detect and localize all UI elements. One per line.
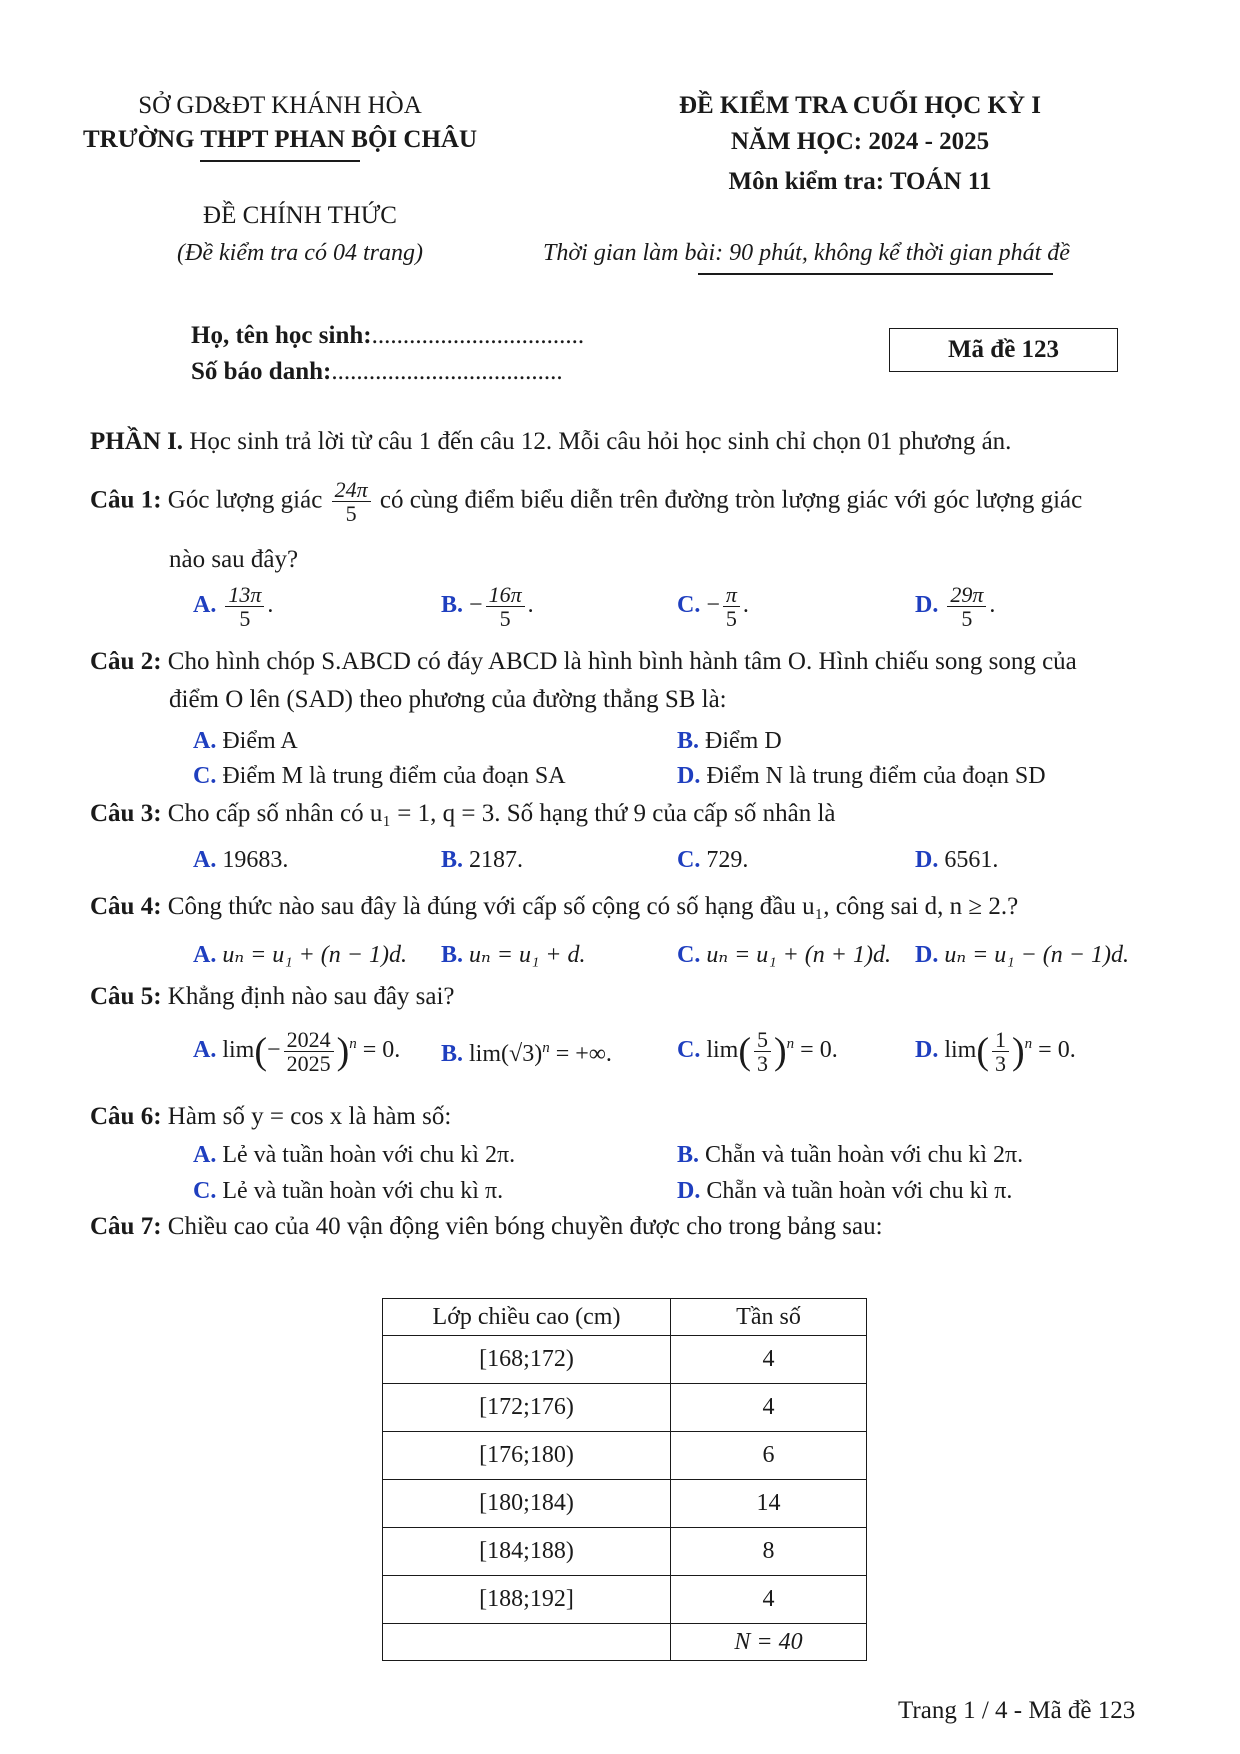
q6-text: Hàm số y = cos x là hàm số: xyxy=(161,1103,452,1130)
q5-a-sign: − xyxy=(267,1037,281,1064)
q5-b-lparen: ( xyxy=(501,1041,510,1067)
q4-a-letter: A. xyxy=(193,942,217,968)
table-cell-frequency: 8 xyxy=(671,1528,867,1576)
q1-d-tail: . xyxy=(989,592,996,619)
q5-a-rparen: ) xyxy=(336,1030,350,1073)
table-cell-class: [176;180) xyxy=(383,1432,671,1480)
q3-option-b[interactable] xyxy=(441,847,523,874)
q1-a-fraction xyxy=(225,583,264,630)
q5-option-c[interactable] xyxy=(677,1028,838,1075)
q3-b-text: 2187. xyxy=(463,847,524,873)
q4-label: Câu 4: xyxy=(90,893,162,920)
q2-stem-line2: điểm O lên (SAD) theo phương của đường thẳng SB là: xyxy=(169,686,727,713)
q5-c-num: 5 xyxy=(754,1028,771,1052)
q6-stem xyxy=(90,1103,451,1131)
q2-label: Câu 2: xyxy=(90,648,162,675)
q6-a-letter: A. xyxy=(193,1142,217,1168)
page-footer: Trang 1 / 4 - Mã đề 123 xyxy=(898,1697,1136,1724)
q6-c-letter: C. xyxy=(193,1178,217,1204)
q7-label: Câu 7: xyxy=(90,1213,162,1240)
table-row xyxy=(383,1480,867,1528)
table-cell-class: [184;188) xyxy=(383,1528,671,1576)
q1-c-num: π xyxy=(723,583,740,607)
table-row xyxy=(383,1384,867,1432)
part1-instruction xyxy=(90,428,1011,456)
q4-option-b[interactable] xyxy=(441,940,585,969)
q5-d-lim: lim xyxy=(944,1037,977,1064)
q1-post: có cùng điểm biểu diễn trên đường tròn lượng giác với góc lượng giác xyxy=(379,486,1083,514)
q2-option-d[interactable] xyxy=(677,763,1046,790)
q5-text: Khẳng định nào sau đây sai? xyxy=(161,983,455,1010)
time-underline xyxy=(698,273,1053,275)
q6-d-text: Chẵn và tuần hoàn với chu kì π. xyxy=(700,1178,1013,1204)
q5-b-tail: = +∞. xyxy=(549,1041,612,1067)
q1-c-sign: − xyxy=(706,592,720,619)
q5-d-tail: = 0. xyxy=(1032,1037,1076,1064)
q1-d-fraction xyxy=(947,583,986,630)
q3-stem xyxy=(90,800,836,828)
q1-b-tail: . xyxy=(527,592,534,619)
q1-label: Câu 1: xyxy=(90,486,162,514)
q2-option-b[interactable] xyxy=(677,728,782,755)
table-header-class: Lớp chiều cao (cm) xyxy=(383,1299,671,1336)
student-name-label: Họ, tên học sinh: xyxy=(191,322,372,349)
q5-c-rparen: ) xyxy=(774,1030,787,1073)
q4-text: Công thức nào sau đây là đúng với cấp số cộng có số hạng đầu u₁, công sai d, n ≥ 2.? xyxy=(161,893,1019,920)
time-note: Thời gian làm bài: 90 phút, không kể thời gian phát đề xyxy=(543,240,1070,266)
table-cell-total: N = 40 xyxy=(671,1624,867,1661)
school-underline xyxy=(200,160,360,162)
q4-d-text: uₙ = u₁ − (n − 1)d. xyxy=(938,942,1129,968)
q3-option-a[interactable] xyxy=(193,847,288,874)
q1-b-den: 5 xyxy=(499,606,511,632)
q5-a-lim: lim xyxy=(222,1037,255,1064)
table-row xyxy=(383,1336,867,1384)
table-cell-class xyxy=(383,1624,671,1661)
q5-a-exp: n xyxy=(349,1036,357,1053)
q1-c-fraction xyxy=(723,583,740,630)
q5-a-den: 2025 xyxy=(286,1051,331,1077)
q2-option-c[interactable] xyxy=(193,763,566,790)
table-total-row xyxy=(383,1624,867,1661)
student-id-label: Số báo danh: xyxy=(191,358,332,385)
table-header-frequency: Tần số xyxy=(671,1299,867,1336)
q5-c-exp: n xyxy=(786,1036,795,1053)
q2-line1: Cho hình chóp S.ABCD có đáy ABCD là hình bình hành tâm O. Hình chiếu song song của xyxy=(161,648,1077,675)
q1-c-letter: C. xyxy=(677,592,701,619)
q1-a-num: 13π xyxy=(225,583,264,607)
q5-stem xyxy=(90,983,455,1011)
q6-d-letter: D. xyxy=(677,1178,701,1204)
q5-c-lim: lim xyxy=(706,1037,739,1064)
q5-a-fraction xyxy=(284,1028,334,1075)
q3-text: Cho cấp số nhân có u₁ = 1, q = 3. Số hạng thứ 9 của cấp số nhân là xyxy=(161,800,836,827)
q2-stem xyxy=(90,648,1077,676)
height-frequency-table xyxy=(382,1298,867,1661)
table-cell-class: [188;192] xyxy=(383,1576,671,1624)
q5-b-inner: √3 xyxy=(509,1041,535,1067)
q3-b-letter: B. xyxy=(441,847,464,873)
q4-option-d[interactable] xyxy=(915,940,1129,969)
q5-option-d[interactable] xyxy=(915,1028,1076,1075)
q2-d-text: Điểm N là trung điểm của đoạn SD xyxy=(700,763,1046,789)
table-cell-frequency: 4 xyxy=(671,1384,867,1432)
q5-d-lparen: ( xyxy=(976,1030,990,1073)
q5-c-fraction xyxy=(754,1028,771,1075)
q1-option-c[interactable] xyxy=(677,583,749,630)
table-cell-class: [180;184) xyxy=(383,1480,671,1528)
q1-stem xyxy=(90,478,1082,525)
table-cell-frequency: 4 xyxy=(671,1576,867,1624)
q1-option-b[interactable] xyxy=(441,583,534,630)
q1-a-den: 5 xyxy=(239,606,251,632)
q1-c-den: 5 xyxy=(725,606,737,632)
table-cell-class: [168;172) xyxy=(383,1336,671,1384)
exam-title: ĐỀ KIỂM TRA CUỐI HỌC KỲ I xyxy=(678,92,1042,119)
q2-c-text: Điểm M là trung điểm của đoạn SA xyxy=(216,763,566,789)
header-right xyxy=(570,92,1150,196)
student-id-line xyxy=(191,358,563,386)
q2-c-letter: C. xyxy=(193,763,217,789)
q2-d-letter: D. xyxy=(677,763,701,789)
dept-name: SỞ GD&ĐT KHÁNH HÒA xyxy=(138,92,422,119)
q5-c-letter: C. xyxy=(677,1037,701,1064)
q6-option-a[interactable] xyxy=(193,1142,515,1169)
part1-text: Học sinh trả lời từ câu 1 đến câu 12. Mỗi câu hỏi học sinh chỉ chọn 01 phương án. xyxy=(183,428,1012,455)
official-label: ĐỀ CHÍNH THỨC xyxy=(203,202,397,229)
q1-frac-den: 5 xyxy=(345,501,357,527)
school-name: TRƯỜNG THPT PHAN BỘI CHÂU xyxy=(82,126,478,153)
q4-c-text: uₙ = u₁ + (n + 1)d. xyxy=(700,942,891,968)
q1-c-tail: . xyxy=(742,592,749,619)
q3-c-letter: C. xyxy=(677,847,701,873)
q6-c-text: Lẻ và tuần hoàn với chu kì π. xyxy=(216,1178,504,1204)
q1-d-letter: D. xyxy=(915,592,939,619)
q3-a-letter: A. xyxy=(193,847,217,873)
q5-a-tail: = 0. xyxy=(356,1037,401,1064)
q5-label: Câu 5: xyxy=(90,983,162,1010)
q4-c-letter: C. xyxy=(677,942,701,968)
q1-b-num: 16π xyxy=(486,583,525,607)
q1-pre: Góc lượng giác xyxy=(161,486,323,514)
student-name-line xyxy=(191,322,584,350)
q5-a-lparen: ( xyxy=(254,1030,268,1073)
q6-b-text: Chẵn và tuần hoàn với chu kì 2π. xyxy=(699,1142,1024,1168)
q5-d-exp: n xyxy=(1024,1036,1033,1053)
school-year: NĂM HỌC: 2024 - 2025 xyxy=(730,128,990,155)
q1-option-d[interactable] xyxy=(915,583,995,630)
q4-option-a[interactable] xyxy=(193,940,407,969)
q3-option-c[interactable] xyxy=(677,847,748,874)
q1-stem-line2: nào sau đây? xyxy=(169,546,299,573)
q4-b-text: uₙ = u₁ + d. xyxy=(463,942,586,968)
q2-b-text: Điểm D xyxy=(699,728,782,754)
q1-b-fraction xyxy=(486,583,525,630)
q6-label: Câu 6: xyxy=(90,1103,162,1130)
q6-b-letter: B. xyxy=(677,1142,700,1168)
q5-c-lparen: ( xyxy=(738,1030,752,1073)
q5-d-fraction xyxy=(992,1028,1009,1075)
q5-a-letter: A. xyxy=(193,1037,217,1064)
q1-fraction xyxy=(332,478,371,525)
q4-b-letter: B. xyxy=(441,942,464,968)
q1-d-num: 29π xyxy=(947,583,986,607)
q1-a-tail: . xyxy=(267,592,274,619)
q5-c-den: 3 xyxy=(757,1051,769,1077)
q5-c-tail: = 0. xyxy=(794,1037,838,1064)
q4-stem xyxy=(90,893,1018,921)
q4-option-c[interactable] xyxy=(677,940,891,969)
q7-text: Chiều cao của 40 vận động viên bóng chuyền được cho trong bảng sau: xyxy=(161,1213,883,1240)
q6-option-b[interactable] xyxy=(677,1142,1023,1169)
q3-label: Câu 3: xyxy=(90,800,162,827)
q1-a-letter: A. xyxy=(193,592,217,619)
q2-option-a[interactable] xyxy=(193,728,298,755)
q5-d-num: 1 xyxy=(992,1028,1009,1052)
q4-d-letter: D. xyxy=(915,942,939,968)
part1-title: PHẦN I. xyxy=(90,428,184,455)
q1-d-den: 5 xyxy=(961,606,973,632)
q3-option-d[interactable] xyxy=(915,847,998,874)
q3-c-text: 729. xyxy=(700,847,749,873)
q6-option-d[interactable] xyxy=(677,1178,1012,1205)
student-name-dots: .................................. xyxy=(371,322,585,349)
q5-b-letter: B. xyxy=(441,1041,464,1067)
q7-stem xyxy=(90,1213,883,1241)
q5-a-num: 2024 xyxy=(284,1028,334,1052)
q5-d-rparen: ) xyxy=(1012,1030,1025,1073)
table-cell-frequency: 4 xyxy=(671,1336,867,1384)
subject: Môn kiểm tra: TOÁN 11 xyxy=(728,168,992,195)
q6-option-c[interactable] xyxy=(193,1178,503,1205)
q5-d-letter: D. xyxy=(915,1037,939,1064)
table-row xyxy=(383,1432,867,1480)
q5-b-exp: n xyxy=(542,1040,550,1056)
q2-a-letter: A. xyxy=(193,728,217,754)
q3-d-letter: D. xyxy=(915,847,939,873)
q5-b-lim: lim xyxy=(469,1041,502,1067)
q5-option-b[interactable] xyxy=(441,1040,612,1068)
table-cell-frequency: 6 xyxy=(671,1432,867,1480)
q1-b-letter: B. xyxy=(441,592,464,619)
q3-d-text: 6561. xyxy=(938,847,999,873)
q5-d-den: 3 xyxy=(995,1051,1007,1077)
table-header-row xyxy=(383,1299,867,1336)
table-row xyxy=(383,1528,867,1576)
q6-a-text: Lẻ và tuần hoàn với chu kì 2π. xyxy=(216,1142,516,1168)
q3-a-text: 19683. xyxy=(216,847,289,873)
q2-b-letter: B. xyxy=(677,728,700,754)
q5-option-a[interactable] xyxy=(193,1028,400,1075)
table-row xyxy=(383,1576,867,1624)
pages-note: (Đề kiểm tra có 04 trang) xyxy=(177,240,423,266)
exam-code-box: Mã đề 123 xyxy=(889,328,1118,372)
q4-a-text: uₙ = u₁ + (n − 1)d. xyxy=(216,942,407,968)
q2-a-text: Điểm A xyxy=(216,728,298,754)
table-cell-class: [172;176) xyxy=(383,1384,671,1432)
header-left xyxy=(60,92,500,162)
q1-frac-num: 24π xyxy=(332,478,371,502)
q1-b-sign: − xyxy=(469,592,483,619)
q1-option-a[interactable] xyxy=(193,583,273,630)
q5-b-rparen: ) xyxy=(534,1041,543,1067)
table-cell-frequency: 14 xyxy=(671,1480,867,1528)
student-id-dots: ..................................... xyxy=(331,358,563,385)
